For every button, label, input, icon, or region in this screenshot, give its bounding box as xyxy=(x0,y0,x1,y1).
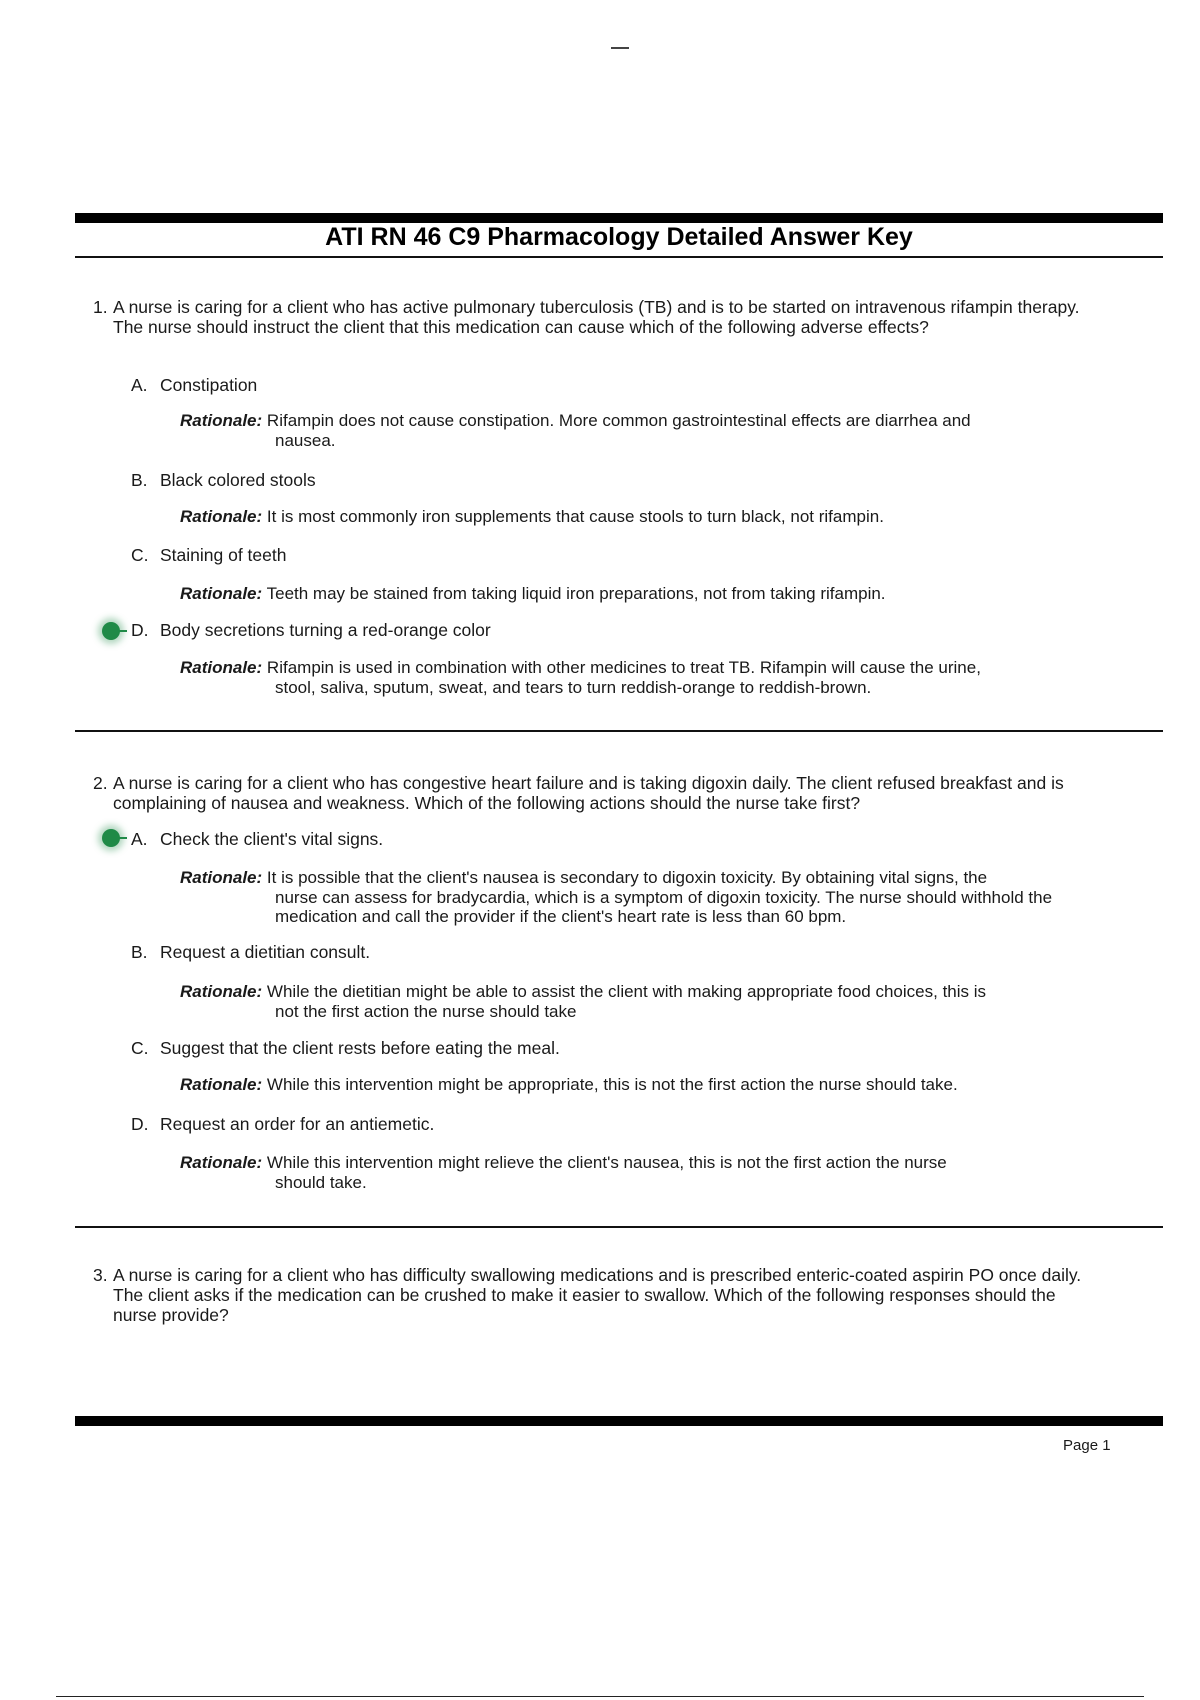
rationale-text: While the dietitian might be able to assist the client with making appropriate food choices, this is xyxy=(266,982,987,1001)
rationale-continuation: should take. xyxy=(275,1172,367,1192)
option-letter: D. xyxy=(131,620,149,640)
question-3-stem xyxy=(93,1265,1093,1325)
question-text: A nurse is caring for a client who has congestive heart failure and is taking digoxin daily. The client refused breakfast and is complaining of nausea and weakness. Which of the following actions should the nurse take first? xyxy=(113,773,1064,813)
question-divider xyxy=(75,730,1163,732)
q1-rationale-c xyxy=(180,584,1076,604)
marker-pointer xyxy=(119,837,127,839)
q1-option-c xyxy=(131,545,286,565)
q2-rationale-c xyxy=(180,1075,1076,1095)
marker-pointer xyxy=(119,630,127,632)
option-text: Suggest that the client rests before eating the meal. xyxy=(160,1038,560,1058)
question-text: A nurse is caring for a client who has active pulmonary tuberculosis (TB) and is to be started on intravenous rifampin therapy. The nurse should instruct the client that this medication can cause which of the following adverse effects? xyxy=(113,297,1080,337)
rationale-label: Rationale: xyxy=(180,584,263,603)
rationale-text: Teeth may be stained from taking liquid iron preparations, not from taking rifampin. xyxy=(266,584,886,603)
question-divider xyxy=(75,1226,1163,1228)
option-text: Constipation xyxy=(160,375,258,395)
question-2-stem xyxy=(93,773,1093,813)
q1-option-a xyxy=(131,375,257,395)
q2-option-b xyxy=(131,942,370,962)
q2-option-c xyxy=(131,1038,560,1058)
q1-option-d xyxy=(131,620,491,640)
option-letter: A. xyxy=(131,375,148,395)
option-text: Check the client's vital signs. xyxy=(160,829,384,849)
rationale-continuation: not the first action the nurse should take xyxy=(275,1001,577,1021)
q1-rationale-a xyxy=(180,411,1076,450)
option-letter: C. xyxy=(131,545,149,565)
rationale-continuation: nausea. xyxy=(275,430,336,450)
option-text: Staining of teeth xyxy=(160,545,287,565)
q1-rationale-d xyxy=(180,658,1076,697)
option-text: Request a dietitian consult. xyxy=(160,942,371,962)
page-number: Page 1 xyxy=(1063,1437,1111,1454)
option-text: Black colored stools xyxy=(160,470,316,490)
question-number: 2. xyxy=(93,773,108,793)
option-text: Body secretions turning a red-orange color xyxy=(160,620,491,640)
rationale-label: Rationale: xyxy=(180,658,263,677)
footer-rule xyxy=(75,1416,1163,1426)
header-rule-bottom xyxy=(75,256,1163,258)
rationale-text: While this intervention might relieve the client's nausea, this is not the first action the nurse xyxy=(266,1153,947,1172)
rationale-text: It is possible that the client's nausea is secondary to digoxin toxicity. By obtaining vital signs, the xyxy=(266,868,988,887)
rationale-text: While this intervention might be appropriate, this is not the first action the nurse should take. xyxy=(266,1075,958,1094)
rationale-label: Rationale: xyxy=(180,868,263,887)
rationale-label: Rationale: xyxy=(180,1153,263,1172)
option-text: Request an order for an antiemetic. xyxy=(160,1114,435,1134)
q2-rationale-b xyxy=(180,982,1076,1021)
q2-option-a xyxy=(131,829,383,849)
question-text: A nurse is caring for a client who has difficulty swallowing medications and is prescribed enteric-coated aspirin PO once daily. The client asks if the medication can be crushed to make it easier to swallow. Which of the following responses should the nurse provide? xyxy=(113,1265,1082,1325)
correct-answer-marker-icon xyxy=(102,829,120,847)
rationale-text: Rifampin is used in combination with other medicines to treat TB. Rifampin will cause the urine, xyxy=(266,658,981,677)
document-title: ATI RN 46 C9 Pharmacology Detailed Answer Key xyxy=(325,223,913,251)
option-letter: D. xyxy=(131,1114,149,1134)
rationale-text: It is most commonly iron supplements that cause stools to turn black, not rifampin. xyxy=(266,507,884,526)
rationale-label: Rationale: xyxy=(180,982,263,1001)
rationale-label: Rationale: xyxy=(180,411,263,430)
question-1-stem xyxy=(93,297,1093,337)
page-bottom-rule xyxy=(56,1696,1144,1697)
question-number: 1. xyxy=(93,297,108,317)
q2-option-d xyxy=(131,1114,434,1134)
option-letter: B. xyxy=(131,470,148,490)
option-letter: A. xyxy=(131,829,148,849)
q1-option-b xyxy=(131,470,316,490)
rationale-continuation: stool, saliva, sputum, sweat, and tears to turn reddish-orange to reddish-brown. xyxy=(275,677,872,697)
option-letter: C. xyxy=(131,1038,149,1058)
top-dash-mark xyxy=(611,47,629,49)
option-letter: B. xyxy=(131,942,148,962)
q2-rationale-a xyxy=(180,868,1076,927)
rationale-text: Rifampin does not cause constipation. More common gastrointestinal effects are diarrhea and xyxy=(266,411,971,430)
correct-answer-marker-icon xyxy=(102,622,120,640)
rationale-continuation: nurse can assess for bradycardia, which is a symptom of digoxin toxicity. The nurse should withhold the medication and call the provider if the client's heart rate is less than 60 bpm. xyxy=(275,887,1053,926)
q2-rationale-d xyxy=(180,1153,1076,1192)
rationale-label: Rationale: xyxy=(180,507,263,526)
q1-rationale-b xyxy=(180,507,1076,527)
question-number: 3. xyxy=(93,1265,108,1285)
rationale-label: Rationale: xyxy=(180,1075,263,1094)
